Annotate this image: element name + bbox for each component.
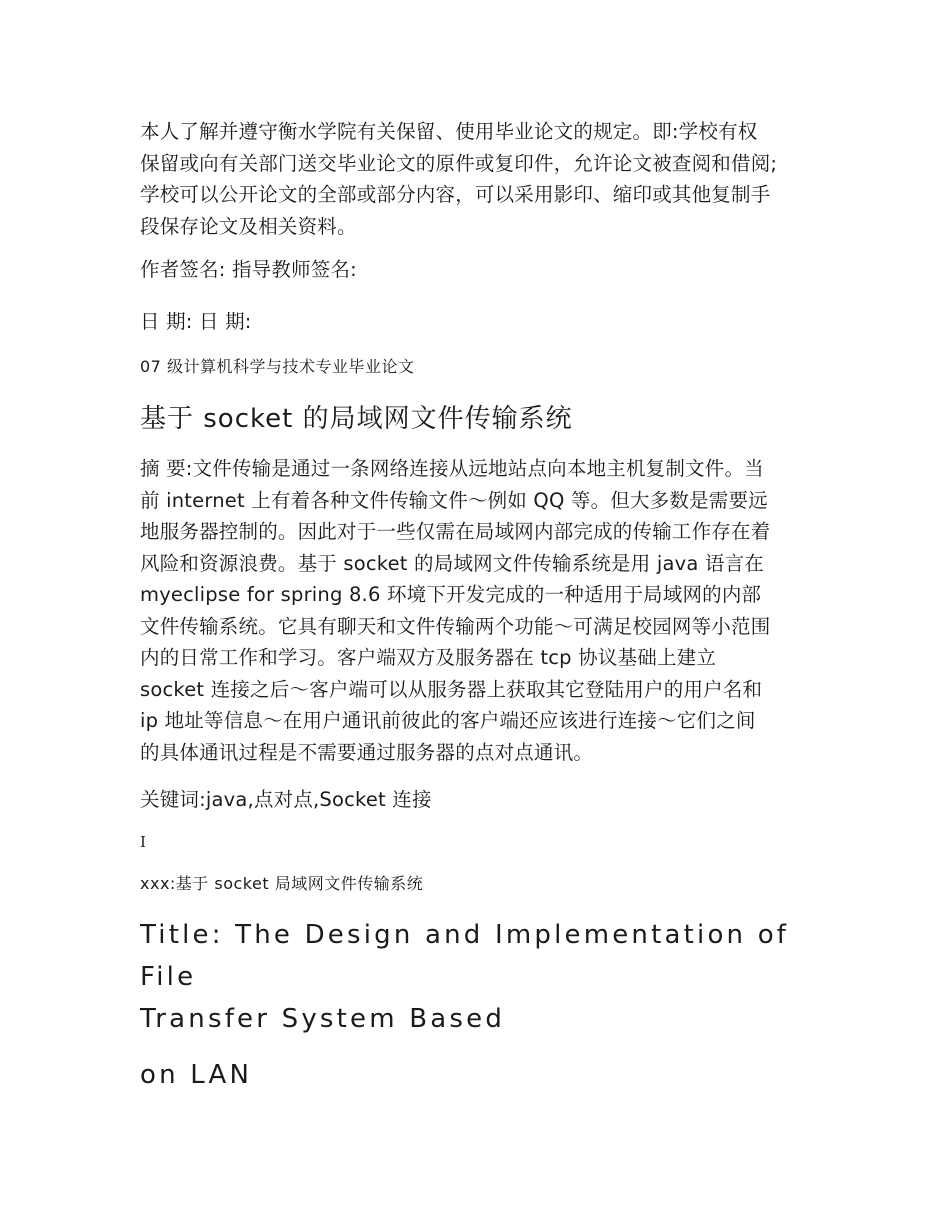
abstract-paragraph: 摘 要:文件传输是通过一条网络连接从远地站点向本地主机复制文件。当 前 internet 上有着各种文件传输文件～例如 QQ 等。但大多数是需要远 地服务器控制的。因此对于一些仅需在局域网内部完成的传输工作存在着 风险和资源浪费。基于 socket 的局域网文件传输系统是用 java 语言在 myeclipse for spring 8.6 环境下开发完成的一种适用于局域网的内部 文件传输系统。它具有聊天和文件传输两个功能～可满足校园网等小范围 内的日常工作和学习。客户端双方及服务器在 tcp 协议基础上建立 socket 连接之后～客户端可以从服务器上获取其它登陆用户的用户名和 ip 地址等信息～在用户通讯前彼此的客户端还应该进行连接～它们之间 的具体通讯过程是不需要通过服务器的点对点通讯。 bbox=[140, 457, 771, 764]
english-title: Title: The Design and Implementation of File Transfer System Based bbox=[140, 919, 790, 1034]
date-line: 日 期: 日 期: bbox=[140, 309, 252, 333]
document-page bbox=[140, 116, 830, 1096]
running-header-2: xxx:基于 socket 局域网文件传输系统 bbox=[140, 873, 424, 893]
declaration-paragraph: 本人了解并遵守衡水学院有关保留、使用毕业论文的规定。即:学校有权 保留或向有关部门送交毕业论文的原件或复印件，允许论文被查阅和借阅; 学校可以公开论文的全部或部分内容，可以采用影印、缩印或其他复制手 段保存论文及相关资料。 bbox=[140, 120, 778, 238]
page-number: I bbox=[140, 832, 147, 851]
signature-line: 作者签名: 指导教师签名: bbox=[140, 258, 357, 281]
keywords-line: 关键词:java,点对点,Socket 连接 bbox=[140, 788, 432, 811]
chinese-title: 基于 socket 的局域网文件传输系统 bbox=[140, 404, 573, 434]
english-title-continued: on LAN bbox=[140, 1059, 253, 1090]
running-header: 07 级计算机科学与技术专业毕业论文 bbox=[140, 357, 415, 376]
